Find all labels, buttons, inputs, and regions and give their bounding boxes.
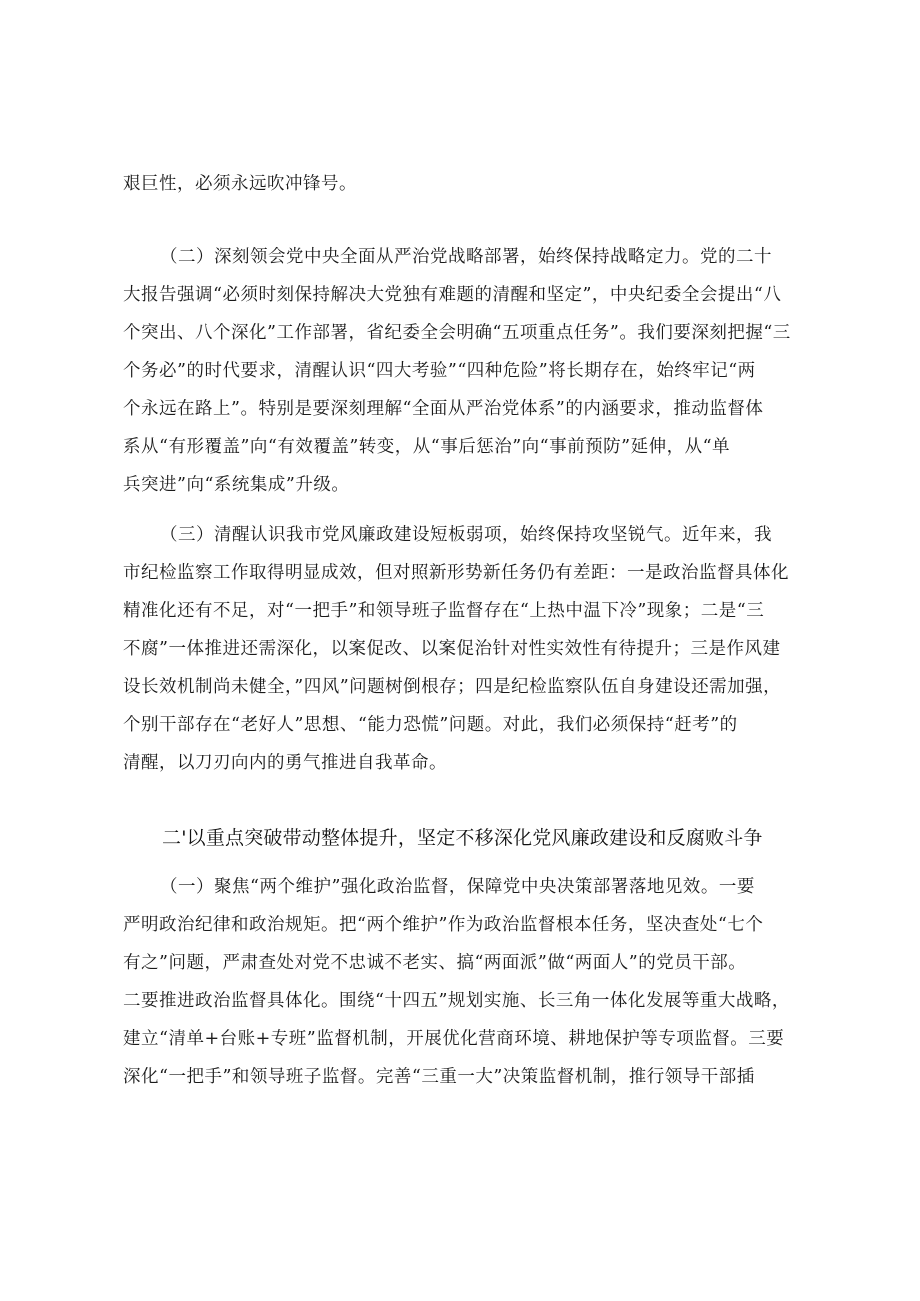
paragraph-line: 精准化还有不足，对“一把手”和领导班子监督存在“上热中温下冷”现象；二是“三	[123, 601, 765, 621]
paragraph-line: 建立“清单+台账+专班”监督机制，开展优化营商环境、耕地保护等专项监督。三要	[123, 1029, 785, 1049]
paragraph-line: 个别干部存在“老好人”思想、“能力恐慌”问题。对此，我们必须保持“赶考”的	[123, 715, 738, 735]
paragraph-line: 清醒，以刀刃向内的勇气推进自我革命。	[123, 753, 447, 773]
paragraph-line: 不腐”一体推进还需深化，以案促改、以案促治针对性实效性有待提升；三是作风建	[123, 639, 781, 659]
paragraph-line: 大报告强调“必须时刻保持解决大党独有难题的清醒和坚定”，中央纪委全会提出“八	[123, 285, 782, 305]
paragraph-line: 有之”问题，严肃查处对党不忠诚不老实、搞“两面派”做“两面人”的党员干部。	[123, 953, 747, 973]
paragraph-line: （二）深刻领会党中央全面从严治党战略部署，始终保持战略定力。党的二十	[160, 247, 772, 267]
paragraph-line: 市纪检监察工作取得明显成效，但对照新形势新任务仍有差距：一是政治监督具体化	[123, 563, 789, 583]
paragraph-line: 二要推进政治监督具体化。围绕“十四五”规划实施、长三角一体化发展等重大战略，	[123, 991, 790, 1011]
paragraph-line: 个突出、八个深化”工作部署，省纪委全会明确“五项重点任务”。我们要深刻把握“三	[123, 323, 791, 343]
paragraph-line: 个永远在路上”。特别是要深刻理解“全面从严治党体系”的内涵要求，推动监督体	[123, 399, 764, 419]
paragraph-line: 兵突进”向“系统集成”升级。	[123, 475, 350, 495]
section-heading: 二'以重点突破带动整体提升，坚定不移深化党风廉政建设和反腐败斗争	[162, 827, 763, 849]
paragraph-line: 系从“有形覆盖”向“有效覆盖”转变，从“事后惩治”向“事前预防”延伸，从“单	[123, 437, 731, 457]
paragraph-line: （三）清醒认识我市党风廉政建设短板弱项，始终保持攻坚锐气。近年来，我	[160, 525, 772, 545]
paragraph-line: 严明政治纪律和政治规矩。把“两个维护”作为政治监督根本任务，坚决查处“七个	[123, 915, 764, 935]
paragraph-line: 设长效机制尚未健全，”四风”问题树倒根存；四是纪检监察队伍自身建设还需加强，	[123, 677, 782, 697]
paragraph-line: 艰巨性，必须永远吹冲锋号。	[123, 174, 357, 194]
paragraph-line: 个务必”的时代要求，清醒认识“四大考验”“四种危险”将长期存在，始终牢记“两	[123, 361, 756, 381]
paragraph-line: 深化“一把手”和领导班子监督。完善“三重一大”决策监督机制，推行领导干部插	[123, 1067, 755, 1087]
paragraph-line: （一）聚焦“两个维护”强化政治监督，保障党中央决策部署落地见效。一要	[160, 877, 755, 897]
